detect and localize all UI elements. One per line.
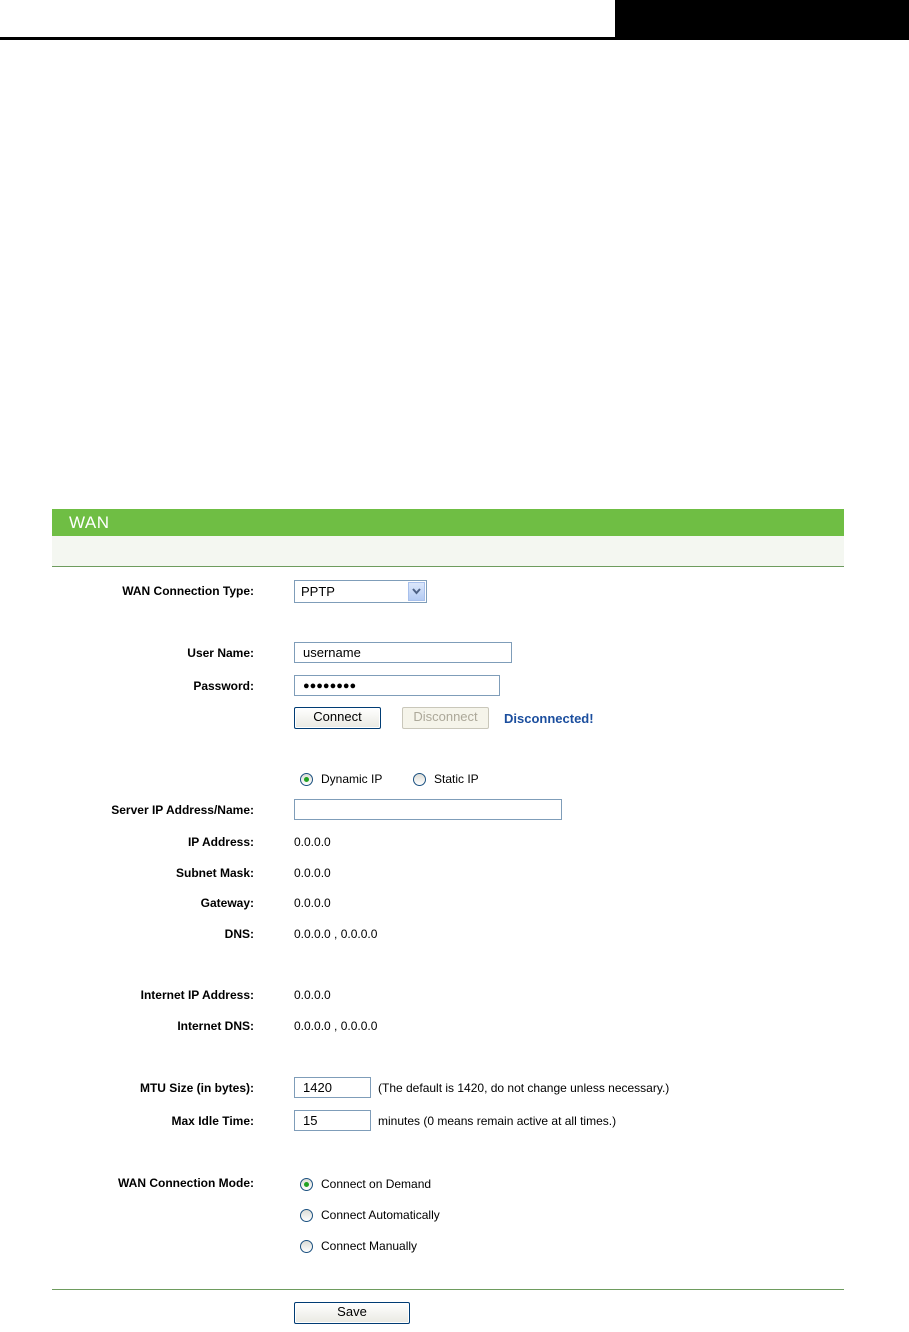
internet-dns-value: 0.0.0.0 , 0.0.0.0 bbox=[294, 1019, 378, 1033]
mtu-note: (The default is 1420, do not change unless necessary.) bbox=[378, 1081, 670, 1095]
max-idle-time-input[interactable] bbox=[294, 1110, 371, 1131]
top-divider bbox=[52, 566, 844, 567]
static-ip-label[interactable]: Static IP bbox=[434, 772, 479, 786]
static-ip-radio[interactable] bbox=[413, 773, 426, 786]
subnet-mask-value: 0.0.0.0 bbox=[294, 866, 331, 880]
document-header-rule bbox=[0, 37, 615, 40]
max-idle-time-note: minutes (0 means remain active at all times.) bbox=[378, 1114, 617, 1128]
panel-title: WAN bbox=[52, 509, 844, 536]
password-label: Password: bbox=[193, 679, 254, 693]
chevron-down-icon[interactable] bbox=[408, 582, 425, 601]
dynamic-ip-label[interactable]: Dynamic IP bbox=[321, 772, 383, 786]
save-button[interactable]: Save bbox=[294, 1302, 410, 1324]
dynamic-ip-radio[interactable] bbox=[300, 773, 313, 786]
server-ip-label: Server IP Address/Name: bbox=[111, 803, 254, 817]
dns-label: DNS: bbox=[224, 927, 254, 941]
password-input[interactable]: ●●●●●●●● bbox=[294, 675, 500, 696]
connect-manually-radio[interactable] bbox=[300, 1240, 313, 1253]
ip-address-label: IP Address: bbox=[187, 835, 254, 849]
connect-button[interactable]: Connect bbox=[294, 707, 381, 729]
mtu-input[interactable] bbox=[294, 1077, 371, 1098]
gateway-label: Gateway: bbox=[200, 896, 254, 910]
connection-status-text: Disconnected! bbox=[504, 711, 594, 726]
wan-settings-panel bbox=[52, 509, 844, 1332]
wan-connection-type-select[interactable] bbox=[294, 580, 427, 603]
disconnect-button[interactable]: Disconnect bbox=[402, 707, 489, 729]
mtu-label: MTU Size (in bytes): bbox=[139, 1081, 254, 1095]
internet-ip-value: 0.0.0.0 bbox=[294, 988, 331, 1002]
wan-connection-mode-label: WAN Connection Mode: bbox=[118, 1176, 254, 1190]
user-name-input[interactable] bbox=[294, 642, 512, 663]
document-header-tab bbox=[615, 0, 909, 40]
ip-address-value: 0.0.0.0 bbox=[294, 835, 331, 849]
user-name-label: User Name: bbox=[187, 646, 254, 660]
connect-automatically-radio[interactable] bbox=[300, 1209, 313, 1222]
connect-on-demand-radio[interactable] bbox=[300, 1178, 313, 1191]
panel-header-strip bbox=[52, 536, 844, 566]
connect-on-demand-label[interactable]: Connect on Demand bbox=[321, 1177, 432, 1191]
dns-value: 0.0.0.0 , 0.0.0.0 bbox=[294, 927, 378, 941]
wan-connection-type-value: PPTP bbox=[301, 584, 335, 599]
bottom-divider bbox=[52, 1289, 844, 1290]
connect-automatically-label[interactable]: Connect Automatically bbox=[321, 1208, 440, 1222]
subnet-mask-label: Subnet Mask: bbox=[175, 866, 254, 880]
internet-dns-label: Internet DNS: bbox=[177, 1019, 254, 1033]
gateway-value: 0.0.0.0 bbox=[294, 896, 331, 910]
internet-ip-label: Internet IP Address: bbox=[140, 988, 254, 1002]
server-ip-input[interactable] bbox=[294, 799, 562, 820]
connect-manually-label[interactable]: Connect Manually bbox=[321, 1239, 418, 1253]
max-idle-time-label: Max Idle Time: bbox=[171, 1114, 254, 1128]
wan-connection-type-label: WAN Connection Type: bbox=[122, 584, 254, 598]
